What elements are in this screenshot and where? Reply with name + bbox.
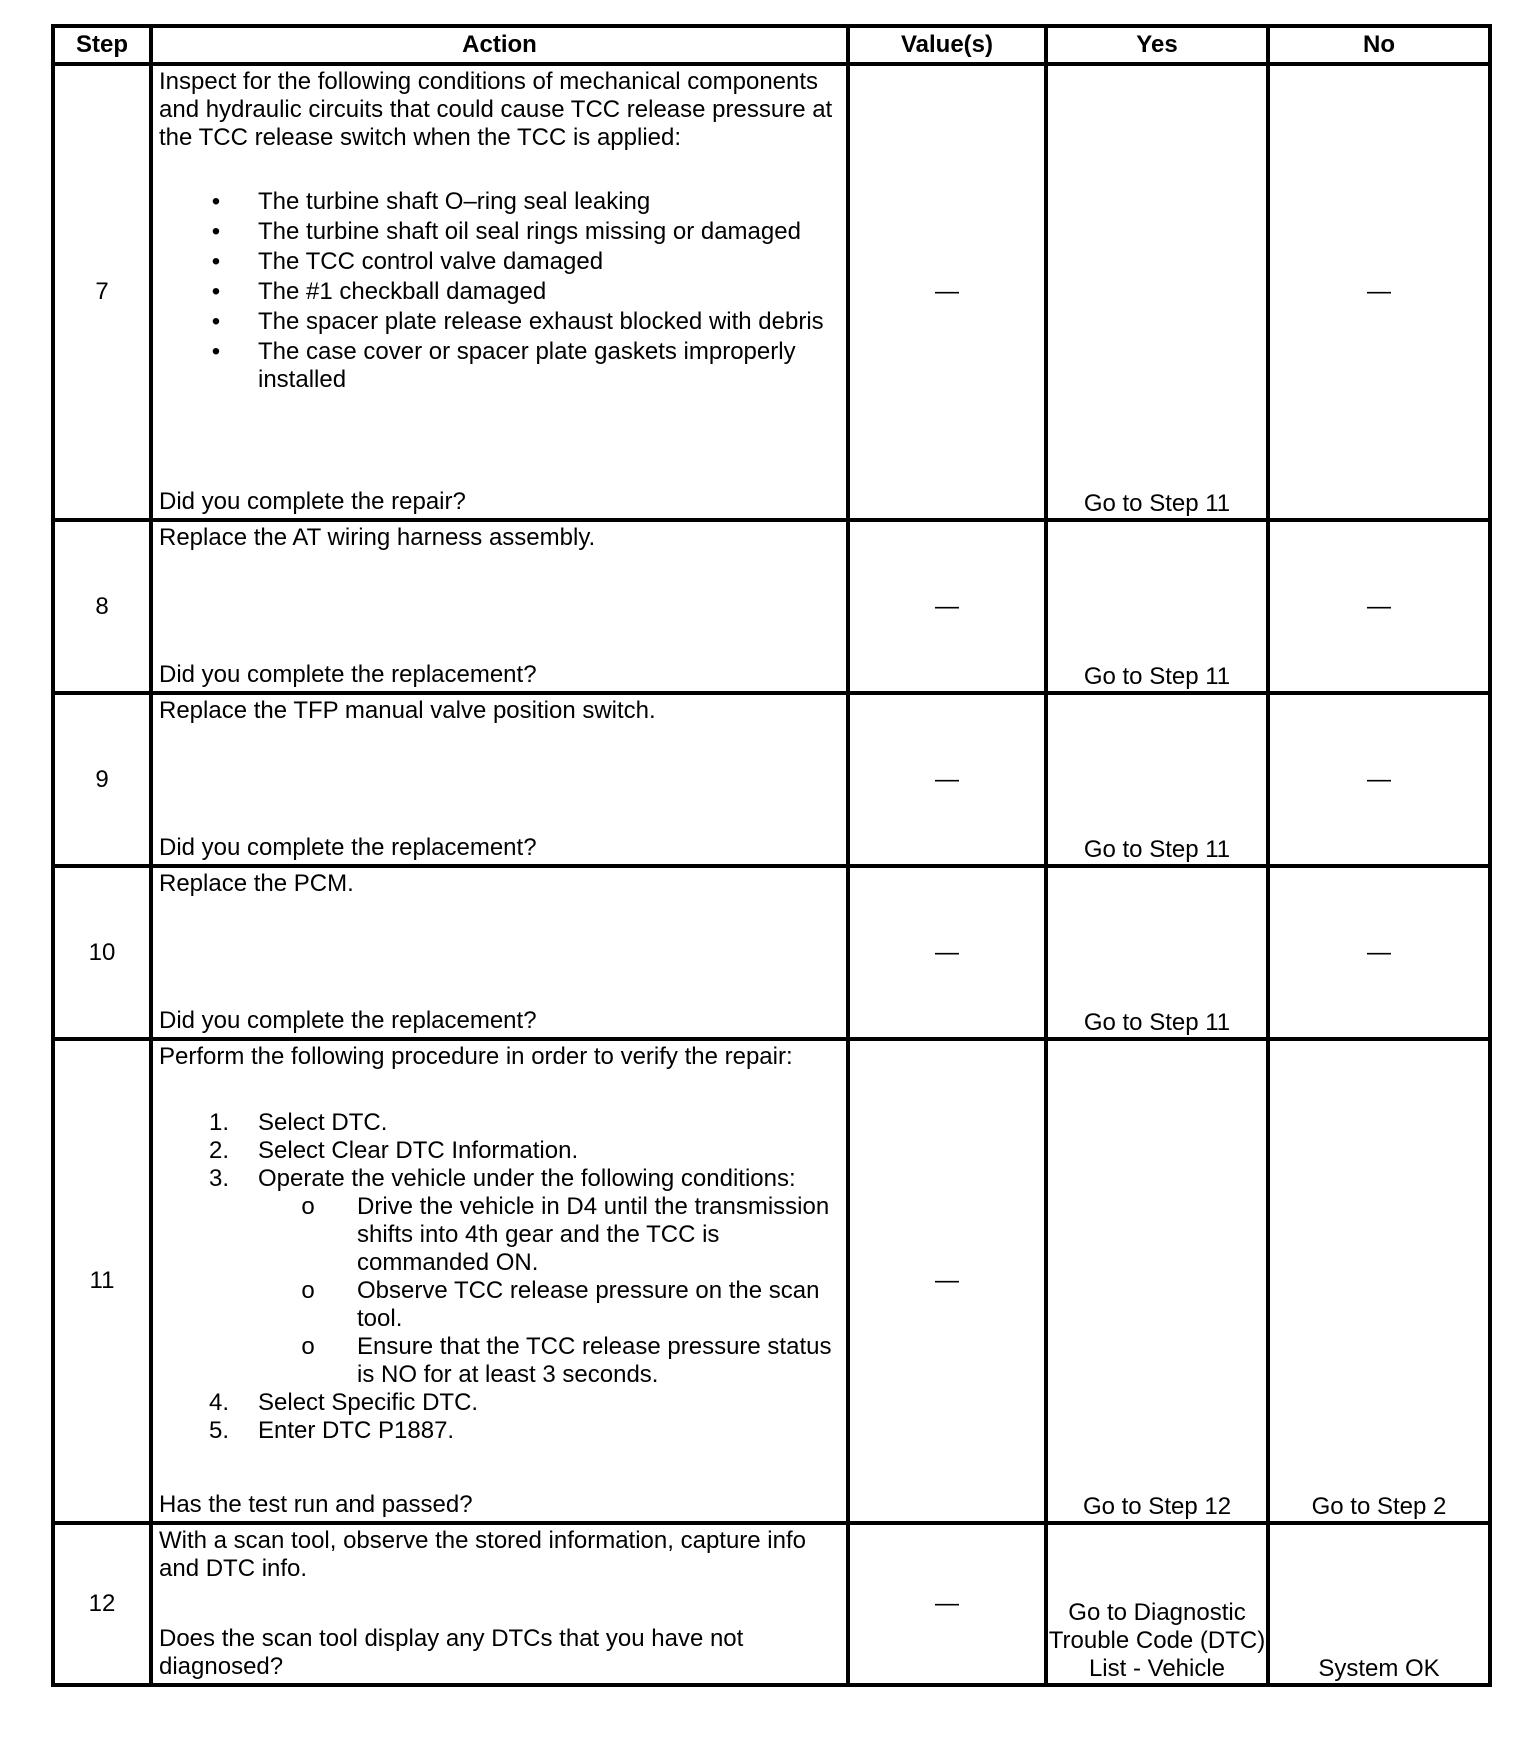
action-cell xyxy=(151,693,848,866)
values-cell: — xyxy=(848,693,1046,866)
circle-bullet-icon: o xyxy=(301,1193,315,1220)
bullet-icon: • xyxy=(211,278,221,305)
action-question: Did you complete the repair? xyxy=(159,488,466,515)
action-question: Did you complete the replacement? xyxy=(159,1007,537,1034)
procedure-list xyxy=(159,1109,842,1445)
no-cell: — xyxy=(1268,866,1490,1039)
values-cell: — xyxy=(848,1039,1046,1523)
list-item: o Ensure that the TCC release pressure status is NO for at least 3 seconds. xyxy=(258,1333,842,1389)
values-cell: — xyxy=(848,64,1046,520)
table-row xyxy=(53,693,1490,866)
circle-bullet-icon: o xyxy=(301,1277,315,1304)
action-cell xyxy=(151,866,848,1039)
table-row xyxy=(53,1039,1490,1523)
list-item: • The TCC control valve damaged xyxy=(159,248,842,276)
action-question: Has the test run and passed? xyxy=(159,1491,473,1518)
list-item: 2. Select Clear DTC Information. xyxy=(208,1137,579,1164)
no-cell: — xyxy=(1268,520,1490,693)
action-cell xyxy=(151,1523,848,1685)
list-item: o Observe TCC release pressure on the scan tool. xyxy=(258,1277,842,1333)
action-question: Did you complete the replacement? xyxy=(159,834,537,861)
bullet-icon: • xyxy=(211,248,221,275)
action-intro: With a scan tool, observe the stored information, capture info and DTC info. xyxy=(159,1527,807,1582)
step-number: 7 xyxy=(53,64,151,520)
list-item: 1. Select DTC. xyxy=(208,1109,388,1136)
table-row xyxy=(53,1523,1490,1685)
step-number: 11 xyxy=(53,1039,151,1523)
header-action: Action xyxy=(151,26,848,64)
header-step: Step xyxy=(53,26,151,64)
condition-list xyxy=(159,188,842,394)
action-question: Does the scan tool display any DTCs that you have not diagnosed? xyxy=(159,1625,744,1680)
list-item: • The spacer plate release exhaust blocked with debris xyxy=(159,308,842,336)
circle-bullet-icon: o xyxy=(301,1333,315,1360)
action-intro: Inspect for the following conditions of mechanical components and hydraulic circuits that could cause TCC release pressure at the TCC release switch when the TCC is applied: xyxy=(159,68,833,151)
step-number: 10 xyxy=(53,866,151,1039)
step-number: 9 xyxy=(53,693,151,866)
sub-list xyxy=(258,1193,842,1389)
action-intro: Replace the AT wiring harness assembly. xyxy=(159,524,596,551)
list-item: 3. Operate the vehicle under the following conditions: o Drive the vehicle in D4 until the transmission shifts into 4th gear and the TCC is commanded ON. o Observe TCC release pressure on the scan tool. o Ensure that the TCC release pressure status is NO for at least 3 seconds. xyxy=(159,1165,842,1389)
yes-cell: Go to Diagnostic Trouble Code (DTC) List - Vehicle xyxy=(1046,1523,1268,1685)
header-row xyxy=(53,26,1490,64)
list-item: • The turbine shaft O–ring seal leaking xyxy=(159,188,842,216)
step-number: 8 xyxy=(53,520,151,693)
table-row xyxy=(53,64,1490,520)
yes-cell: Go to Step 11 xyxy=(1046,866,1268,1039)
action-cell xyxy=(151,520,848,693)
bullet-icon: • xyxy=(211,338,221,365)
list-item: • The #1 checkball damaged xyxy=(159,278,842,306)
action-question: Did you complete the replacement? xyxy=(159,661,537,688)
no-cell: System OK xyxy=(1268,1523,1490,1685)
no-cell: Go to Step 2 xyxy=(1268,1039,1490,1523)
yes-cell: Go to Step 11 xyxy=(1046,693,1268,866)
header-no: No xyxy=(1268,26,1490,64)
yes-cell: Go to Step 11 xyxy=(1046,520,1268,693)
table-row xyxy=(53,520,1490,693)
values-cell: — xyxy=(848,520,1046,693)
action-cell xyxy=(151,1039,848,1523)
list-item: 4. Select Specific DTC. xyxy=(208,1389,479,1416)
bullet-icon: • xyxy=(211,188,221,215)
action-intro: Replace the PCM. xyxy=(159,870,354,897)
action-intro: Perform the following procedure in order to verify the repair: xyxy=(159,1043,793,1070)
yes-cell: Go to Step 12 xyxy=(1046,1039,1268,1523)
list-item: o Drive the vehicle in D4 until the transmission shifts into 4th gear and the TCC is commanded ON. xyxy=(258,1193,842,1277)
no-cell: — xyxy=(1268,64,1490,520)
action-intro: Replace the TFP manual valve position switch. xyxy=(159,697,656,724)
yes-cell: Go to Step 11 xyxy=(1046,64,1268,520)
list-item: • The turbine shaft oil seal rings missing or damaged xyxy=(159,218,842,246)
action-cell xyxy=(151,64,848,520)
header-yes: Yes xyxy=(1046,26,1268,64)
header-values: Value(s) xyxy=(848,26,1046,64)
step-number: 12 xyxy=(53,1523,151,1685)
bullet-icon: • xyxy=(211,308,221,335)
list-item: 5. Enter DTC P1887. xyxy=(208,1417,455,1444)
list-item: • The case cover or spacer plate gaskets improperly installed xyxy=(159,338,842,394)
bullet-icon: • xyxy=(211,218,221,245)
diagnostic-table xyxy=(51,24,1492,1687)
values-cell: — xyxy=(848,1523,1046,1685)
table-row xyxy=(53,866,1490,1039)
no-cell: — xyxy=(1268,693,1490,866)
values-cell: — xyxy=(848,866,1046,1039)
